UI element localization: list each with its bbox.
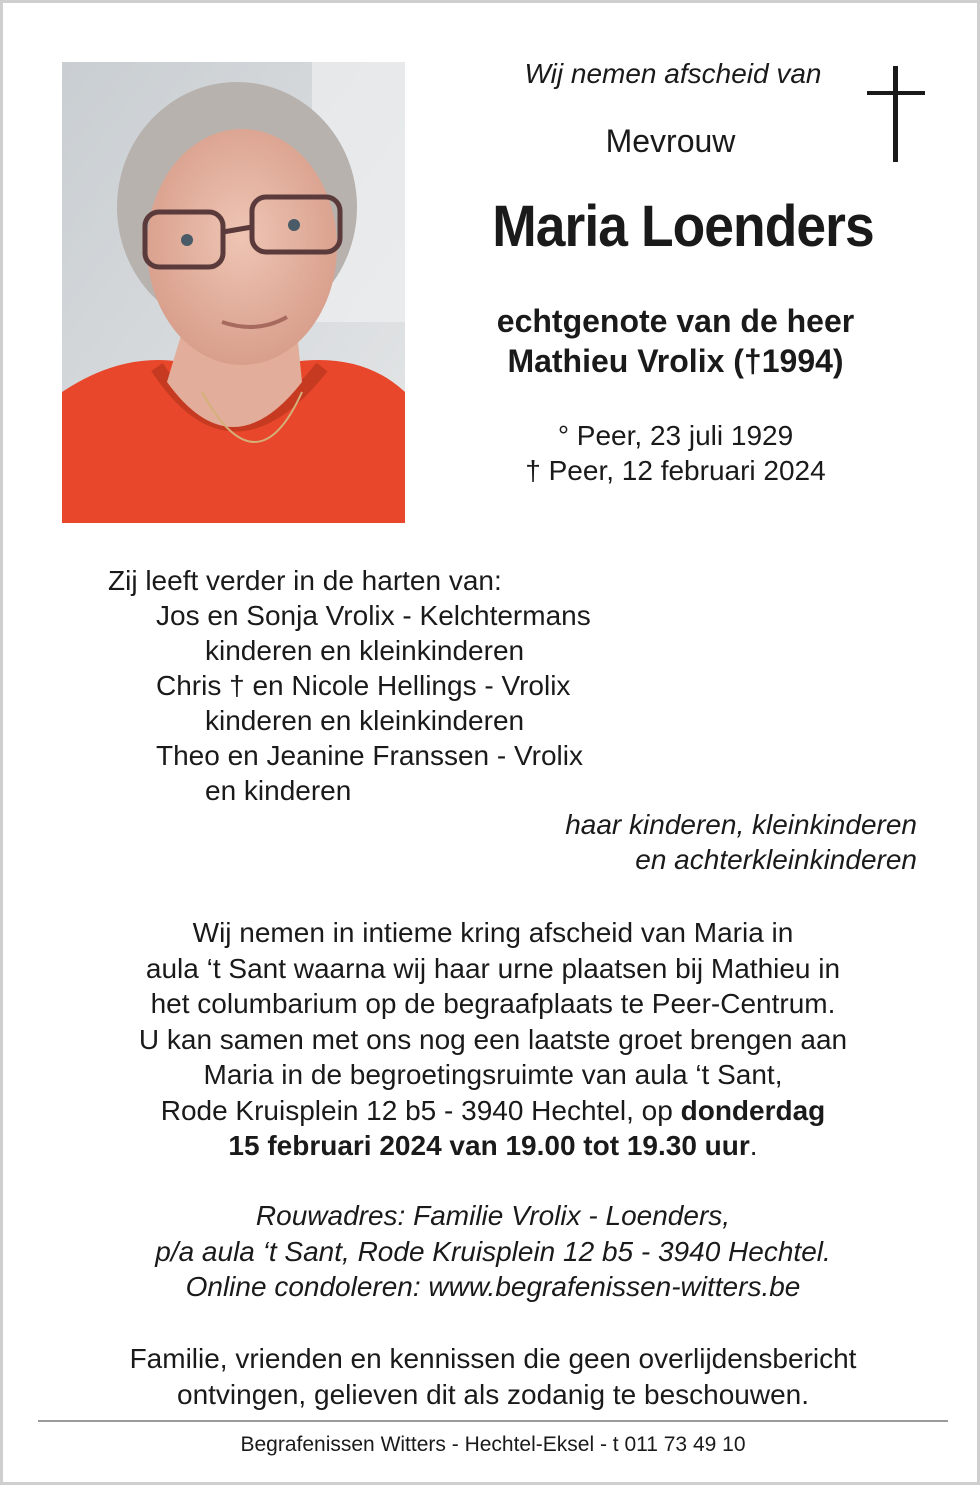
portrait-illustration — [62, 62, 405, 523]
ceremony-line: het columbarium op de begraafplaats te Peer-Centrum. — [150, 988, 836, 1019]
survivor-line: kinderen en kleinkinderen — [205, 705, 525, 736]
spouse-line-2: Mathieu Vrolix (†1994) — [507, 343, 844, 379]
survivor-line: en kinderen — [205, 775, 352, 806]
ceremony-line: aula ‘t Sant waarna wij haar urne plaatsen bij Mathieu in — [145, 952, 841, 984]
relation-line-2: en achterkleinkinderen — [635, 844, 917, 875]
address-line: Online condoleren: www.begrafenissen-witters.be — [185, 1271, 801, 1302]
survivor-line: Theo en Jeanine Franssen - Vrolix — [156, 740, 583, 771]
relation-line-1: haar kinderen, kleinkinderen — [565, 809, 917, 840]
portrait-photo — [62, 62, 405, 523]
address-line: p/a aula ‘t Sant, Rode Kruisplein 12 b5 - 3940 Hechtel. — [155, 1235, 831, 1267]
ceremony-line: Maria in de begroetingsruimte van aula ‘t Sant, — [203, 1059, 783, 1090]
ceremony-day: donderdag — [680, 1094, 826, 1126]
ceremony-line: 15 februari 2024 van 19.00 tot 19.30 uur. — [228, 1130, 758, 1161]
ceremony-datetime: 15 februari 2024 van 19.00 tot 19.30 uur — [228, 1130, 750, 1161]
survivor-line: kinderen en kleinkinderen — [205, 635, 525, 666]
honorific: Mevrouw — [605, 123, 736, 159]
birth-date: ° Peer, 23 juli 1929 — [557, 420, 794, 451]
intro-text: Wij nemen afscheid van — [524, 58, 822, 89]
ceremony-line: Wij nemen in intieme kring afscheid van Maria in — [192, 917, 794, 948]
ceremony-text — [3, 915, 980, 1164]
footer-divider — [38, 1420, 948, 1422]
notice-line: ontvingen, gelieven dit als zodanig te beschouwen. — [177, 1378, 809, 1410]
address-line: Rouwadres: Familie Vrolix - Loenders, — [255, 1200, 731, 1231]
notice-text — [3, 1341, 980, 1412]
survivors-intro: Zij leeft verder in de harten van: — [108, 565, 502, 596]
footer-text: Begrafenissen Witters - Hechtel-Eksel - t 011 73 49 10 — [240, 1433, 746, 1456]
spouse-line-1: echtgenote van de heer — [496, 303, 855, 339]
deceased-name: Maria Loenders — [492, 194, 874, 259]
death-date: † Peer, 12 februari 2024 — [525, 455, 826, 486]
survivor-line: Chris † en Nicole Hellings - Vrolix — [156, 670, 571, 701]
survivor-line: Jos en Sonja Vrolix - Kelchtermans — [156, 600, 591, 631]
notice-line: Familie, vrienden en kennissen die geen overlijdensbericht — [129, 1343, 857, 1374]
ceremony-line: U kan samen met ons nog een laatste groet brengen aan — [138, 1023, 848, 1055]
mourning-address — [3, 1198, 980, 1305]
ceremony-line: Rode Kruisplein 12 b5 - 3940 Hechtel, op donderdag — [160, 1094, 826, 1126]
